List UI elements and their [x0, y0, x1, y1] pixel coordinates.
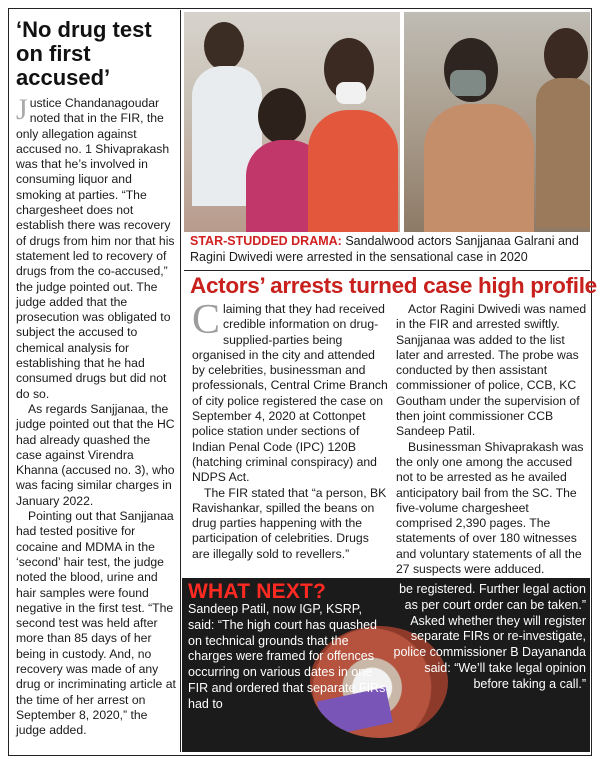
sidebar-body: [12, 93, 177, 738]
sidebar-headline: ‘No drug test on first accused’: [16, 17, 152, 90]
sidebar-paragraph: Pointing out that Sanjjanaa had tested positive for cocaine and MDMA in the ‘second’ hair test, the judge noted the blood, urine and hair samples were found negative in the first test. “The second test was held after more than 85 days of her being in custody. And, no recovery was made of any drug or incriminating article at the time of her arrest on September 8, 2020,” the judge added.: [16, 509, 176, 738]
what-next-heading: WHAT NEXT?: [188, 580, 327, 603]
sidebar-paragraph-text: ustice Chandanagoudar noted that in the FIR, the only allegation against accused no. 1 Shivaprakash was that he’s involved in consuming liquor and smoking at parties. “The chargesheet does not establish there was recovery of drugs from him nor that his statement led to recovery of drugs from the co-accused,” the judge pointed out. The judge added that the prosecution was obligated to subject the accused to chemical analysis for establishing that he had consumed drugs but did not do so.: [16, 96, 175, 401]
article-paragraph: [192, 297, 388, 486]
photo-caption: [190, 233, 588, 265]
article-paragraph: Businessman Shivaprakash was the only one among the accused not to be arrested as he availed anticipatory bail from the SC. The five-volume chargesheet comprised 2,390 pages. The statements of over 180 witnesses and voluntary statements of all the 27 suspects were adduced.: [396, 439, 584, 577]
what-next-box: [182, 578, 590, 752]
main-headline: Actors’ arrests turned case high profile: [190, 273, 597, 298]
what-next-right-text: be registered. Further legal action as per court order can be taken.” Asked whether they will register separate FIRs or re-investigate, police commissioner B Dayananda said: “We’ll take legal opinion before taking a call.”: [393, 582, 586, 691]
article-paragraph-text: laiming that they had received credible information on drug-supplied-parties being organised in the city and attended by celebrities, businessman and professionals, Central Crime Branch of city police registered the case on September 4, 2020 at Cottonpet police station under sections of Indian Penal Code (IPC) 120B (hatching criminal conspiracy) and NDPS Act.: [192, 302, 388, 485]
photo-actor-arrest: [404, 12, 590, 232]
article-paragraph: Actor Ragini Dwivedi was named in the FIR and arrested swiftly. Sanjjanaa was added to the list later and arrested. The probe was conducted by then assistant commissioner of police, CCB, KC Goutham under the supervision of then joint commissioner CCB Sandeep Patil.: [396, 302, 587, 439]
caption-text: Sandalwood actors Sanjjanaa Galrani and Ragini Dwivedi were arrested in the sensational case in 2020: [190, 234, 579, 264]
column-divider: [180, 10, 181, 752]
section-divider: [184, 270, 590, 271]
article-column-2: [396, 302, 588, 577]
photo-arrest-scene: [184, 12, 400, 232]
what-next-left-text: Sandeep Patil, now IGP, KSRP, said: “The high court has quashed on technical grounds that the charges were framed for offences occurring on various dates in one FIR and ordered that separate FIRs had to: [188, 602, 386, 711]
article-paragraph: The FIR stated that “a person, BK Ravishankar, spilled the beans on drug parties happening with the participation of celebrities. Drugs are illegally sold to revellers.”: [192, 485, 387, 561]
article-column-1: [192, 297, 388, 562]
caption-label: STAR-STUDDED DRAMA:: [190, 234, 342, 248]
sidebar-story: [12, 14, 177, 750]
sidebar-paragraph: [16, 93, 177, 402]
drop-cap: C: [192, 297, 221, 343]
sidebar-paragraph: As regards Sanjjanaa, the judge pointed out that the HC had already quashed the case against Virendra Khanna (accused no. 3), who was facing similar charges in January 2022.: [16, 401, 175, 508]
drop-cap: J: [16, 93, 28, 126]
